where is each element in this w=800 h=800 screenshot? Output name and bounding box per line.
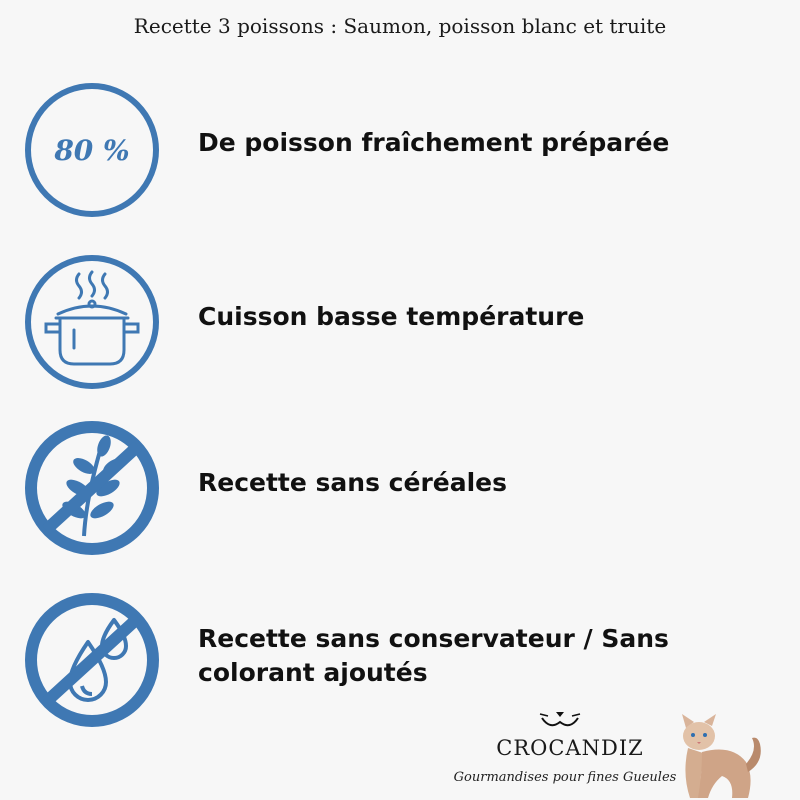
no-additives-icon xyxy=(22,590,162,730)
feature-label: Recette sans céréales xyxy=(198,468,508,497)
no-cereals-icon xyxy=(22,418,162,558)
cat-illustration-icon xyxy=(672,714,768,800)
feature-label: Cuisson basse température xyxy=(198,302,585,331)
feature-no-additives xyxy=(22,590,782,730)
feature-label: De poisson fraîchement préparée xyxy=(198,128,670,157)
brand-name: CROCANDIZ xyxy=(496,736,644,760)
percentage-value: 80 % xyxy=(54,134,130,167)
feature-fresh-fish xyxy=(22,80,782,220)
feature-label: Recette sans conservateur / Sans colorant ajoutés xyxy=(198,624,669,687)
page-title: Recette 3 poissons : Saumon, poisson blanc et truite xyxy=(133,14,667,38)
feature-low-temp xyxy=(22,252,782,392)
cooking-pot-icon xyxy=(22,252,162,392)
feature-no-cereals xyxy=(22,418,782,558)
percentage-icon xyxy=(22,80,162,220)
cat-face-logo-icon xyxy=(538,708,582,734)
brand-tagline: Gourmandises pour fines Gueules xyxy=(453,770,677,785)
